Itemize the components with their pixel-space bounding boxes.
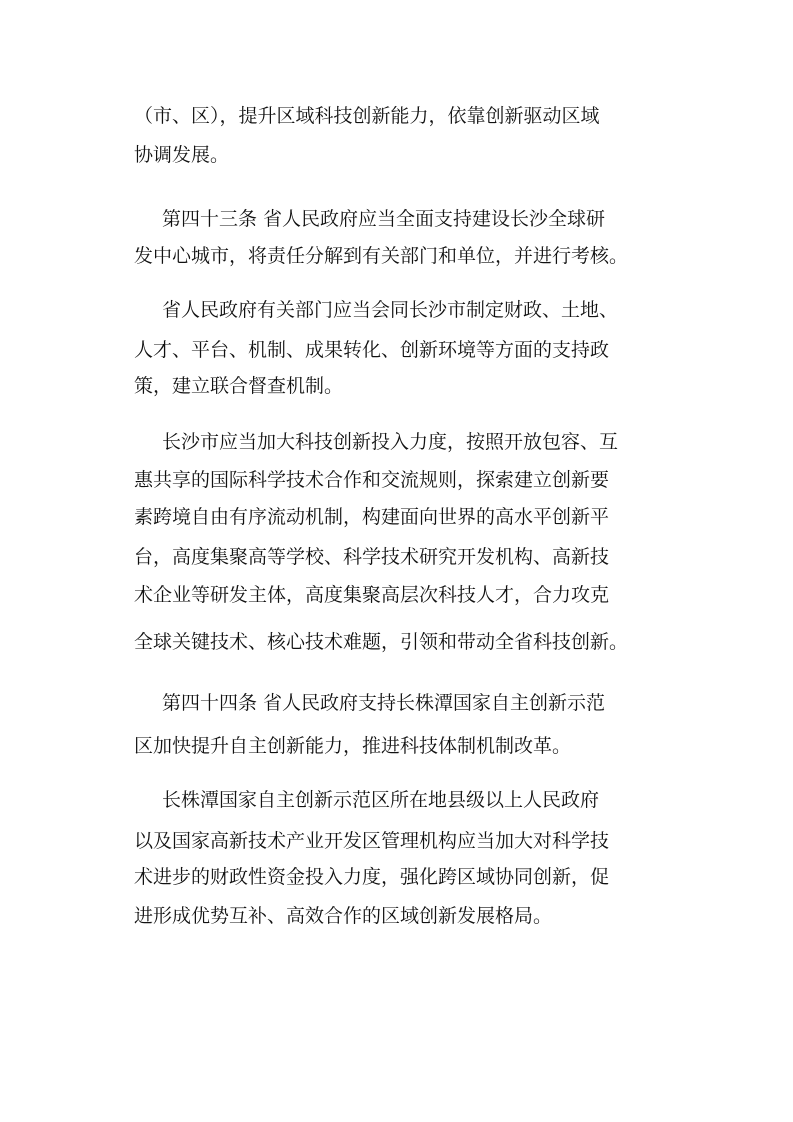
- text-line: 台，高度集聚高等学校、科学技术研究开发机构、高新技: [134, 546, 610, 568]
- text-line: 人才、平台、机制、成果转化、创新环境等方面的支持政: [134, 339, 610, 361]
- text-line: 素跨境自由有序流动机制，构建面向世界的高水平创新平: [134, 506, 610, 528]
- text-line: 惠共享的国际科学技术合作和交流规则，探索建立创新要: [134, 469, 610, 491]
- text-line: 省人民政府有关部门应当会同长沙市制定财政、土地、: [162, 299, 619, 321]
- text-line: 协调发展。: [134, 144, 230, 166]
- article-heading-line: 第四十三条 省人民政府应当全面支持建设长沙全球研: [162, 208, 606, 230]
- text-line: 全球关键技术、核心技术难题，引领和带动全省科技创新。: [134, 631, 629, 653]
- text-line: 长沙市应当加大科技创新投入力度，按照开放包容、互: [162, 431, 619, 453]
- text-line: 术企业等研发主体，高度集聚高层次科技人才，合力攻克: [134, 584, 610, 606]
- text-line: （市、区），提升区域科技创新能力，依靠创新驱动区域: [134, 105, 600, 127]
- text-line: 发中心城市，将责任分解到有关部门和单位，并进行考核。: [134, 245, 629, 267]
- text-line: 进形成优势互补、高效合作的区域创新发展格局。: [134, 905, 553, 927]
- text-line: 区加快提升自主创新能力，推进科技体制机制改革。: [134, 735, 572, 757]
- text-line: 术进步的财政性资金投入力度，强化跨区域协同创新，促: [134, 866, 610, 888]
- text-line: 长株潭国家自主创新示范区所在地县级以上人民政府: [162, 789, 600, 811]
- text-line: 以及国家高新技术产业开发区管理机构应当加大对科学技: [134, 830, 610, 852]
- text-line: 策，建立联合督查机制。: [134, 375, 344, 397]
- article-heading-line: 第四十四条 省人民政府支持长株潭国家自主创新示范: [162, 692, 606, 714]
